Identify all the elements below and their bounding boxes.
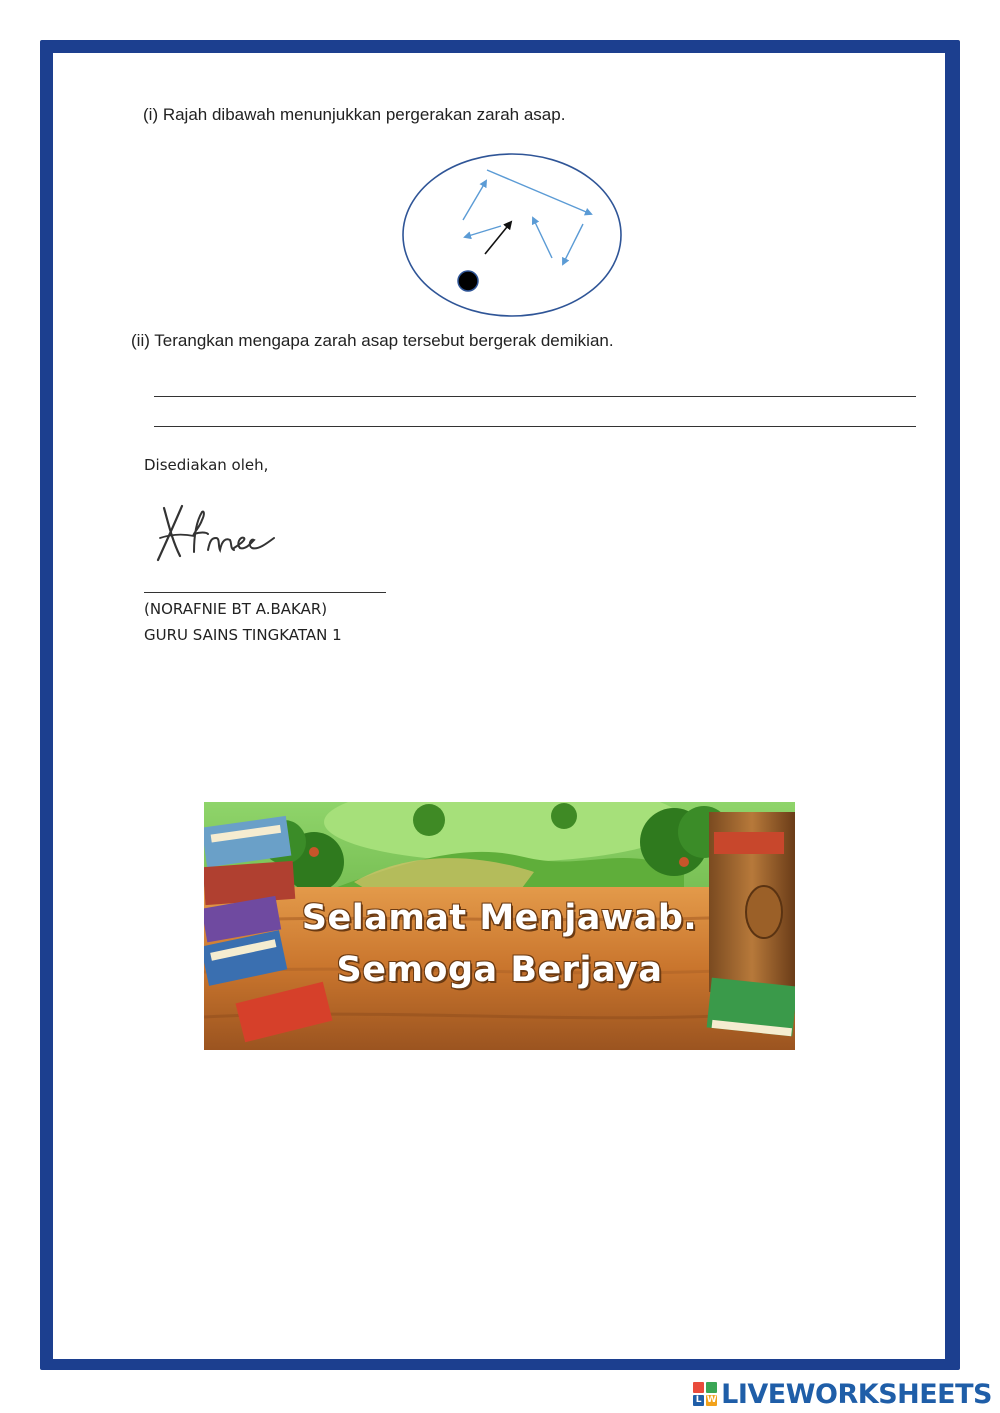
smoke-particle: [458, 271, 478, 291]
answer-input-1[interactable]: [154, 371, 920, 397]
path-arrow: [463, 181, 486, 220]
teacher-name: (NORAFNIE BT A.BAKAR): [144, 600, 328, 618]
banner-line-2: Semoga Berjaya: [336, 950, 663, 990]
smoke-particle-diagram: [395, 148, 630, 323]
answer-line-2: [154, 426, 916, 427]
question-i-text: (i) Rajah dibawah menunjukkan pergerakan zarah asap.: [143, 105, 566, 124]
signature: [150, 498, 285, 568]
teacher-role: GURU SAINS TINGKATAN 1: [144, 626, 342, 644]
logo-grid-icon: L W: [693, 1382, 717, 1406]
path-arrow: [533, 218, 552, 258]
closing-banner: [204, 802, 795, 1050]
answer-line-1: [154, 396, 916, 397]
answer-input-2[interactable]: [154, 401, 920, 427]
banner-line-1: Selamat Menjawab.: [301, 898, 698, 938]
question-ii-text: (ii) Terangkan mengapa zarah asap tersebut bergerak demikian.: [131, 331, 614, 350]
prepared-by-label: Disediakan oleh,: [144, 456, 269, 474]
path-arrow: [465, 226, 501, 237]
logo-text: LIVEWORKSHEETS: [721, 1378, 992, 1410]
path-arrow: [487, 170, 591, 214]
signature-line: [144, 592, 386, 593]
container-ellipse: [403, 154, 621, 316]
path-arrow: [563, 224, 583, 264]
liveworksheets-logo: [693, 1378, 992, 1410]
